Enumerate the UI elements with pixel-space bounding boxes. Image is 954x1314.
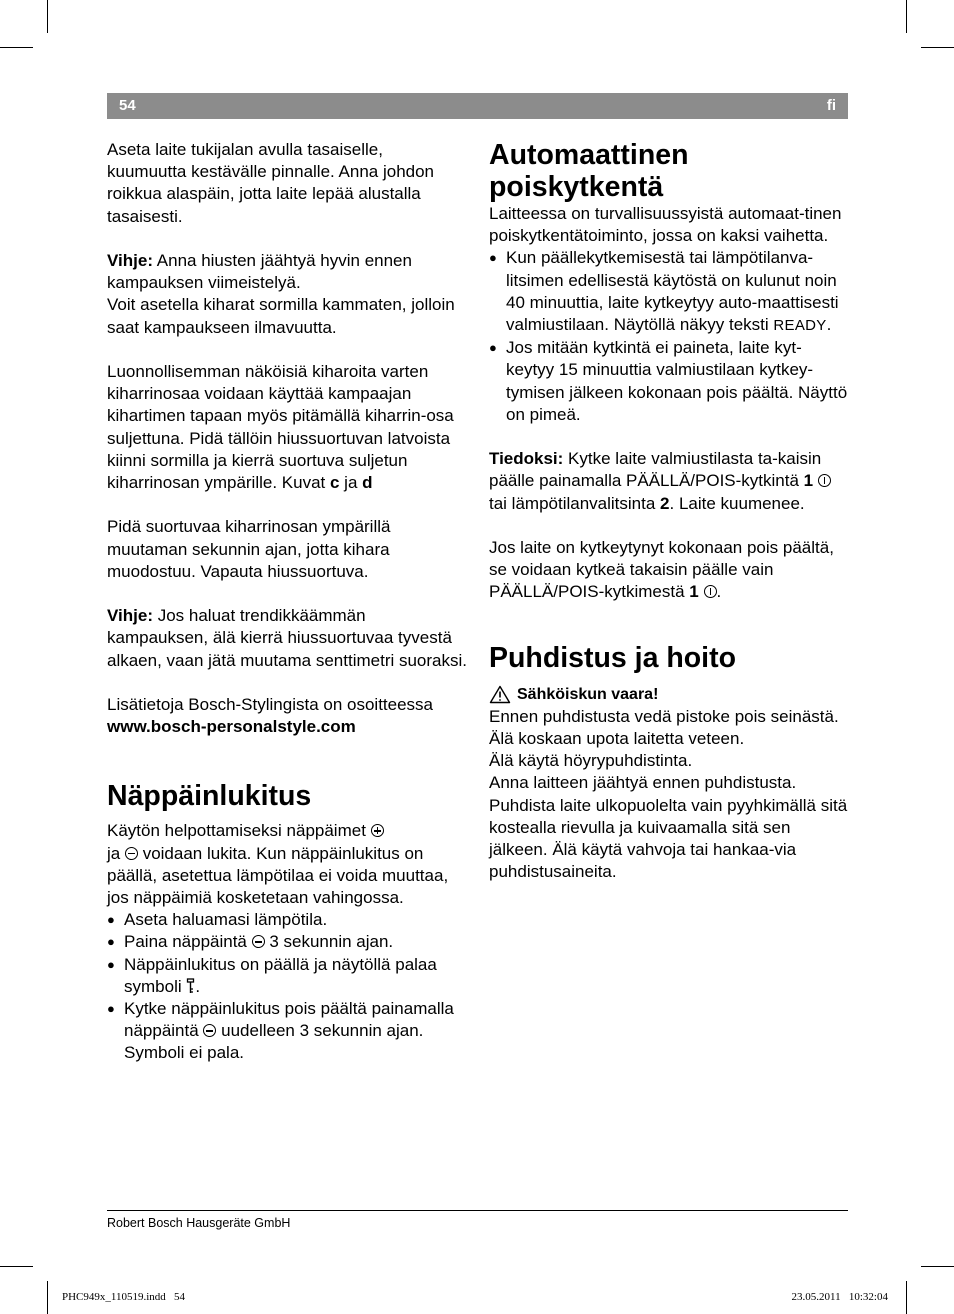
note-label: Tiedoksi: (489, 449, 564, 469)
left-column (107, 139, 467, 1065)
crop-mark (921, 47, 954, 48)
warning-text: Sähköiskun vaara! (517, 685, 659, 703)
note-paragraph: Tiedoksi: Kytke laite valmiustilasta ta-kaisin päälle painamalla PÄÄLLÄ/POIS-kytkintä 1 tai lämpötilanvalitsinta 2. Laite kuumenee. (489, 448, 848, 515)
paragraph: Puhdista laite ulkopuolelta vain pyyhkimällä sitä kostealla rievulla ja kuivaamalla sitä sen jälkeen. Älä käytä vahvoja tai hankaa-via puhdistusaineita. (489, 795, 848, 882)
paragraph: Älä käytä höyrypuhdistinta. (489, 751, 693, 771)
paragraph: Pidä suortuvaa kiharrinosan ympärillä muutaman sekunnin ajan, jotta kihara muodostuu. Vapauta hiussuortuva. (107, 517, 391, 581)
page-number: 54 (119, 97, 136, 114)
section-heading: Näppäinlukitus (107, 780, 312, 813)
tip-paragraph: Vihje: Anna hiusten jäähtyä hyvin ennen kampauksen viimeistelyä. (107, 251, 412, 293)
section-heading: Automaattinen poiskytkentä (489, 139, 689, 203)
footer-rule (107, 1210, 848, 1211)
crop-mark (0, 47, 33, 48)
list-item: ● Kun päällekytkemisestä tai lämpötilanva-litsimen edellisestä käytöstä on kulunut noin 40 minuuttia, laite kytkeytyy auto-maattisesti valmiustilaan. Näytöllä näkyy teksti READY. (489, 247, 848, 337)
paragraph: Luonnollisemman näköisiä kiharoita varten kiharrinosaa voidaan käyttää kampaajan kihartimen tapaan myös pitämällä kiharrin-osa suljettuna. Pidä tällöin hiussuortuvan latvoista kiinni sormilla ja kierrä suortuva suljetun kiharrinosan ympärille. Kuvat c ja d (107, 362, 454, 493)
paragraph: Jos laite on kytkeytynyt kokonaan pois päältä, se voidaan kytkeä takaisin päälle vain PÄÄLLÄ/POIS-kytkimestä 1 . (489, 538, 834, 602)
warning-triangle-icon (489, 685, 511, 704)
figure-ref: c (329, 473, 340, 493)
list-item: ● Näppäinlukitus on päällä ja näytöllä palaa symboli . (107, 954, 467, 998)
section-heading: Puhdistus ja hoito (489, 641, 736, 674)
crop-mark (921, 1266, 954, 1267)
tip-label: Vihje: (107, 606, 153, 626)
print-slug-file: PHC949x_110519.indd 54 (62, 1291, 186, 1303)
crop-mark (47, 0, 48, 33)
bullet-list (489, 247, 848, 426)
paragraph: Anna laitteen jäähtyä ennen puhdistusta. (489, 773, 797, 793)
paragraph: Aseta laite tukijalan avulla tasaiselle, kuumuutta kestävälle pinnalle. Anna johdon roikkua alaspäin, jotta laite lepää alustalla tasaisesti. (107, 140, 435, 226)
list-item: ● Kytke näppäinlukitus pois päältä painamalla näppäintä uudelleen 3 sekunnin ajan. Symboli ei pala. (107, 998, 467, 1065)
list-item: ● Paina näppäintä 3 sekunnin ajan. (107, 931, 467, 953)
minus-button-icon (252, 935, 265, 948)
paragraph: Älä koskaan upota laitetta veteen. (489, 729, 745, 749)
plus-button-icon (371, 824, 384, 837)
print-slug-date: 23.05.2011 10:32:04 (791, 1291, 888, 1303)
tip-paragraph: Vihje: Jos haluat trendikkäämmän kampauksen, älä kierrä hiussuortuvaa tyvestä alkaen, vaan jätä muutama senttimetri suoraksi. (107, 606, 468, 670)
paragraph: Käytön helpottamiseksi näppäimet ja voidaan lukita. Kun näppäinlukitus on päällä, asetettua lämpötilaa ei voida muuttaa, jos näppäimiä kosketetaan vahingossa. (107, 821, 449, 908)
paragraph: Ennen puhdistusta vedä pistoke pois seinästä. (489, 706, 839, 726)
crop-mark (906, 0, 907, 33)
paragraph: Voit asetella kiharat sormilla kammaten, jolloin saat kampaukseen ilmavuutta. (107, 295, 455, 337)
list-item: ● Jos mitään kytkintä ei paineta, laite kyt-keytyy 15 minuuttia valmiustilaan kytkey-tymisen jälkeen kokonaan pois päältä. Näyttö on pimeä. (489, 337, 848, 426)
minus-button-icon (125, 847, 138, 860)
power-symbol-icon (704, 585, 717, 598)
crop-mark (47, 1281, 48, 1314)
paragraph: Laitteessa on turvallisuussyistä automaat-tinen poiskytkentätoiminto, jossa on kaksi vaihetta. (489, 204, 842, 246)
key-lock-icon (186, 978, 195, 994)
display-text: READY (773, 317, 827, 335)
power-symbol-icon (818, 474, 831, 487)
list-item: ● Aseta haluamasi lämpötila. (107, 909, 467, 931)
footer-company: Robert Bosch Hausgeräte GmbH (107, 1216, 291, 1230)
figure-ref: d (362, 473, 373, 493)
minus-button-icon (203, 1024, 216, 1037)
website-link[interactable]: www.bosch-personalstyle.com (107, 717, 356, 737)
right-column (489, 139, 848, 883)
tip-label: Vihje: (107, 251, 153, 270)
paragraph: Lisätietoja Bosch-Stylingista on osoitteessa (107, 695, 434, 714)
crop-mark (0, 1266, 33, 1267)
page-header-bar (107, 93, 848, 119)
warning-line (489, 684, 848, 706)
bullet-list (107, 909, 467, 1064)
language-code: fi (826, 97, 836, 114)
crop-mark (906, 1281, 907, 1314)
